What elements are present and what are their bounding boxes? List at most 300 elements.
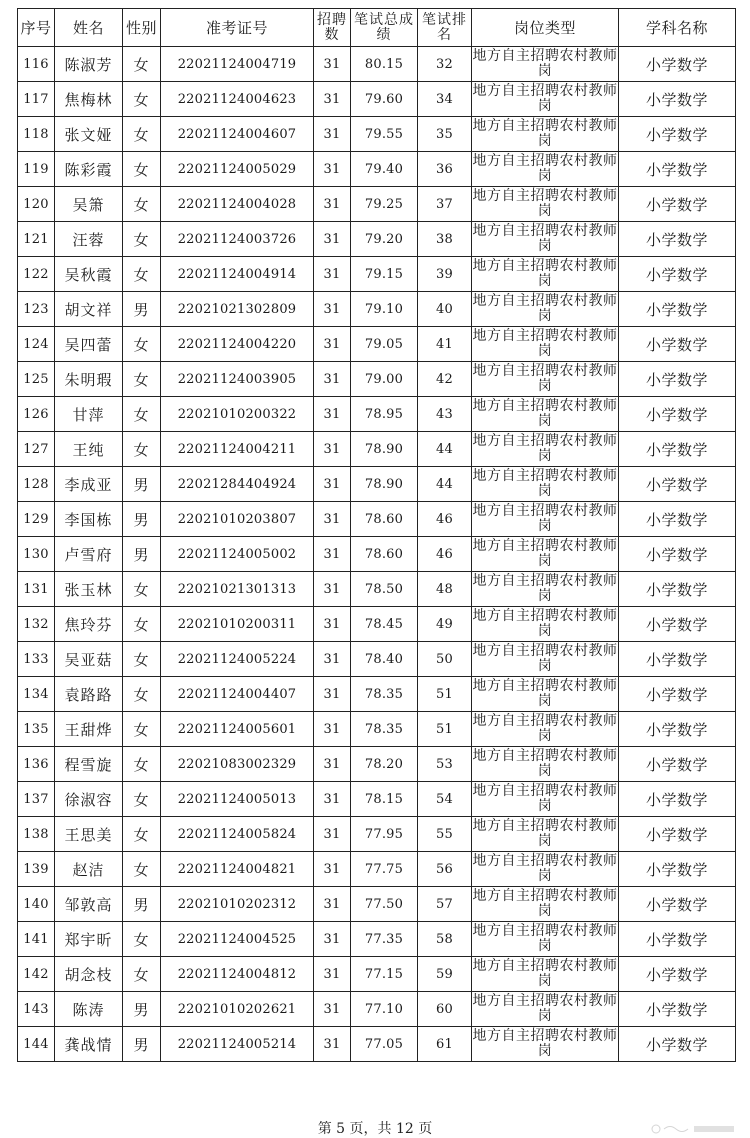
cell-ticket: 22021124005013 (161, 782, 314, 817)
cell-score: 79.10 (351, 292, 418, 327)
cell-seq: 131 (18, 572, 55, 607)
cell-recruit: 31 (314, 82, 351, 117)
cell-ticket: 22021124004914 (161, 257, 314, 292)
cell-gender: 女 (123, 817, 161, 852)
header-seq: 序号 (18, 9, 55, 47)
cell-score: 78.45 (351, 607, 418, 642)
cell-name: 胡念枝 (55, 957, 123, 992)
table-row (18, 502, 736, 537)
cell-gender: 女 (123, 607, 161, 642)
cell-ticket: 22021124004211 (161, 432, 314, 467)
table-row (18, 47, 736, 82)
cell-score: 79.15 (351, 257, 418, 292)
cell-score: 79.25 (351, 187, 418, 222)
cell-ticket: 22021124004407 (161, 677, 314, 712)
cell-position: 地方自主招聘农村教师岗 (472, 222, 619, 257)
cell-seq: 125 (18, 362, 55, 397)
cell-score: 78.60 (351, 502, 418, 537)
cell-gender: 女 (123, 572, 161, 607)
cell-subject: 小学数学 (619, 537, 736, 572)
cell-gender: 女 (123, 747, 161, 782)
table-row (18, 327, 736, 362)
cell-rank: 57 (418, 887, 472, 922)
cell-seq: 135 (18, 712, 55, 747)
cell-recruit: 31 (314, 572, 351, 607)
cell-ticket: 22021021301313 (161, 572, 314, 607)
cell-recruit: 31 (314, 887, 351, 922)
cell-gender: 女 (123, 922, 161, 957)
table-row (18, 957, 736, 992)
cell-seq: 129 (18, 502, 55, 537)
cell-rank: 37 (418, 187, 472, 222)
table-row (18, 747, 736, 782)
cell-name: 程雪旋 (55, 747, 123, 782)
cell-rank: 35 (418, 117, 472, 152)
cell-recruit: 31 (314, 817, 351, 852)
cell-gender: 女 (123, 222, 161, 257)
cell-position: 地方自主招聘农村教师岗 (472, 537, 619, 572)
cell-position: 地方自主招聘农村教师岗 (472, 257, 619, 292)
cell-position: 地方自主招聘农村教师岗 (472, 922, 619, 957)
cell-name: 陈涛 (55, 992, 123, 1027)
cell-gender: 女 (123, 677, 161, 712)
cell-recruit: 31 (314, 47, 351, 82)
cell-position: 地方自主招聘农村教师岗 (472, 642, 619, 677)
cell-name: 张文娅 (55, 117, 123, 152)
cell-score: 79.60 (351, 82, 418, 117)
cell-subject: 小学数学 (619, 747, 736, 782)
cell-recruit: 31 (314, 992, 351, 1027)
cell-name: 焦玲芬 (55, 607, 123, 642)
table-row (18, 82, 736, 117)
cell-score: 77.10 (351, 992, 418, 1027)
cell-position: 地方自主招聘农村教师岗 (472, 852, 619, 887)
cell-subject: 小学数学 (619, 957, 736, 992)
cell-recruit: 31 (314, 257, 351, 292)
cell-position: 地方自主招聘农村教师岗 (472, 887, 619, 922)
cell-name: 胡文祥 (55, 292, 123, 327)
cell-ticket: 22021124004525 (161, 922, 314, 957)
cell-seq: 138 (18, 817, 55, 852)
cell-name: 陈彩霞 (55, 152, 123, 187)
cell-ticket: 22021010200311 (161, 607, 314, 642)
cell-recruit: 31 (314, 607, 351, 642)
cell-seq: 137 (18, 782, 55, 817)
cell-position: 地方自主招聘农村教师岗 (472, 747, 619, 782)
cell-rank: 42 (418, 362, 472, 397)
cell-score: 79.40 (351, 152, 418, 187)
cell-ticket: 22021124005601 (161, 712, 314, 747)
cell-seq: 119 (18, 152, 55, 187)
cell-seq: 136 (18, 747, 55, 782)
table-row (18, 677, 736, 712)
cell-subject: 小学数学 (619, 397, 736, 432)
cell-seq: 143 (18, 992, 55, 1027)
cell-rank: 55 (418, 817, 472, 852)
cell-subject: 小学数学 (619, 1027, 736, 1062)
cell-name: 汪蓉 (55, 222, 123, 257)
cell-recruit: 31 (314, 292, 351, 327)
cell-recruit: 31 (314, 537, 351, 572)
cell-subject: 小学数学 (619, 222, 736, 257)
cell-gender: 男 (123, 292, 161, 327)
cell-seq: 127 (18, 432, 55, 467)
table-row (18, 607, 736, 642)
cell-gender: 男 (123, 537, 161, 572)
cell-score: 78.50 (351, 572, 418, 607)
cell-rank: 53 (418, 747, 472, 782)
cell-name: 郑宇昕 (55, 922, 123, 957)
cell-name: 吴秋霞 (55, 257, 123, 292)
cell-name: 王甜烨 (55, 712, 123, 747)
cell-recruit: 31 (314, 642, 351, 677)
cell-score: 78.60 (351, 537, 418, 572)
cell-position: 地方自主招聘农村教师岗 (472, 152, 619, 187)
cell-subject: 小学数学 (619, 712, 736, 747)
cell-rank: 48 (418, 572, 472, 607)
cell-rank: 43 (418, 397, 472, 432)
cell-subject: 小学数学 (619, 607, 736, 642)
cell-recruit: 31 (314, 327, 351, 362)
cell-rank: 51 (418, 712, 472, 747)
cell-name: 赵洁 (55, 852, 123, 887)
cell-gender: 女 (123, 152, 161, 187)
cell-ticket: 22021124005224 (161, 642, 314, 677)
table-header-row (18, 9, 736, 47)
cell-recruit: 31 (314, 432, 351, 467)
cell-score: 77.05 (351, 1027, 418, 1062)
cell-position: 地方自主招聘农村教师岗 (472, 432, 619, 467)
table-row (18, 642, 736, 677)
cell-subject: 小学数学 (619, 292, 736, 327)
cell-score: 78.40 (351, 642, 418, 677)
cell-score: 77.15 (351, 957, 418, 992)
cell-position: 地方自主招聘农村教师岗 (472, 327, 619, 362)
cell-rank: 51 (418, 677, 472, 712)
cell-rank: 49 (418, 607, 472, 642)
cell-seq: 130 (18, 537, 55, 572)
table-row (18, 1027, 736, 1062)
cell-gender: 女 (123, 47, 161, 82)
cell-score: 78.20 (351, 747, 418, 782)
cell-score: 78.35 (351, 712, 418, 747)
cell-gender: 女 (123, 712, 161, 747)
cell-position: 地方自主招聘农村教师岗 (472, 817, 619, 852)
cell-gender: 女 (123, 642, 161, 677)
cell-ticket: 22021124005002 (161, 537, 314, 572)
cell-subject: 小学数学 (619, 992, 736, 1027)
cell-recruit: 31 (314, 852, 351, 887)
table-row (18, 362, 736, 397)
cell-rank: 61 (418, 1027, 472, 1062)
cell-name: 邹敦高 (55, 887, 123, 922)
cell-seq: 120 (18, 187, 55, 222)
cell-rank: 40 (418, 292, 472, 327)
cell-ticket: 22021010203807 (161, 502, 314, 537)
cell-ticket: 22021010202312 (161, 887, 314, 922)
cell-seq: 121 (18, 222, 55, 257)
header-name: 姓名 (55, 9, 123, 47)
cell-score: 78.35 (351, 677, 418, 712)
cell-name: 张玉林 (55, 572, 123, 607)
cell-recruit: 31 (314, 712, 351, 747)
cell-gender: 男 (123, 1027, 161, 1062)
cell-subject: 小学数学 (619, 82, 736, 117)
cell-gender: 女 (123, 362, 161, 397)
cell-name: 朱明瑕 (55, 362, 123, 397)
cell-recruit: 31 (314, 467, 351, 502)
watermark-icon (650, 1122, 740, 1136)
cell-subject: 小学数学 (619, 502, 736, 537)
cell-name: 王思美 (55, 817, 123, 852)
cell-subject: 小学数学 (619, 817, 736, 852)
cell-name: 徐淑容 (55, 782, 123, 817)
cell-position: 地方自主招聘农村教师岗 (472, 292, 619, 327)
cell-position: 地方自主招聘农村教师岗 (472, 117, 619, 152)
table-row (18, 222, 736, 257)
cell-ticket: 22021010202621 (161, 992, 314, 1027)
cell-rank: 39 (418, 257, 472, 292)
cell-ticket: 22021124004821 (161, 852, 314, 887)
cell-subject: 小学数学 (619, 152, 736, 187)
cell-gender: 女 (123, 852, 161, 887)
cell-seq: 139 (18, 852, 55, 887)
cell-subject: 小学数学 (619, 642, 736, 677)
cell-score: 79.05 (351, 327, 418, 362)
header-gender: 性别 (123, 9, 161, 47)
cell-score: 80.15 (351, 47, 418, 82)
cell-subject: 小学数学 (619, 467, 736, 502)
table-row (18, 852, 736, 887)
cell-name: 袁路路 (55, 677, 123, 712)
cell-position: 地方自主招聘农村教师岗 (472, 82, 619, 117)
cell-rank: 44 (418, 432, 472, 467)
cell-position: 地方自主招聘农村教师岗 (472, 397, 619, 432)
table-row (18, 817, 736, 852)
cell-seq: 132 (18, 607, 55, 642)
table-row (18, 432, 736, 467)
cell-subject: 小学数学 (619, 327, 736, 362)
cell-rank: 41 (418, 327, 472, 362)
cell-ticket: 22021124003726 (161, 222, 314, 257)
cell-seq: 116 (18, 47, 55, 82)
cell-ticket: 22021124004623 (161, 82, 314, 117)
cell-name: 陈淑芳 (55, 47, 123, 82)
table-row (18, 712, 736, 747)
cell-recruit: 31 (314, 117, 351, 152)
cell-recruit: 31 (314, 677, 351, 712)
cell-position: 地方自主招聘农村教师岗 (472, 992, 619, 1027)
cell-subject: 小学数学 (619, 852, 736, 887)
cell-recruit: 31 (314, 362, 351, 397)
cell-gender: 男 (123, 992, 161, 1027)
cell-subject: 小学数学 (619, 187, 736, 222)
header-recruit: 招聘数 (314, 9, 351, 47)
cell-position: 地方自主招聘农村教师岗 (472, 572, 619, 607)
cell-rank: 38 (418, 222, 472, 257)
cell-ticket: 22021124005824 (161, 817, 314, 852)
cell-score: 79.00 (351, 362, 418, 397)
cell-score: 77.95 (351, 817, 418, 852)
cell-ticket: 22021083002329 (161, 747, 314, 782)
cell-rank: 60 (418, 992, 472, 1027)
cell-gender: 女 (123, 187, 161, 222)
cell-score: 77.35 (351, 922, 418, 957)
cell-rank: 56 (418, 852, 472, 887)
cell-score: 78.90 (351, 432, 418, 467)
cell-recruit: 31 (314, 152, 351, 187)
cell-subject: 小学数学 (619, 922, 736, 957)
cell-ticket: 22021124004028 (161, 187, 314, 222)
header-subject: 学科名称 (619, 9, 736, 47)
cell-seq: 128 (18, 467, 55, 502)
cell-seq: 117 (18, 82, 55, 117)
cell-subject: 小学数学 (619, 47, 736, 82)
cell-rank: 58 (418, 922, 472, 957)
cell-seq: 134 (18, 677, 55, 712)
cell-position: 地方自主招聘农村教师岗 (472, 677, 619, 712)
table-row (18, 887, 736, 922)
cell-position: 地方自主招聘农村教师岗 (472, 712, 619, 747)
page-footer: 第 5 页，共 12 页 (317, 1121, 433, 1137)
cell-seq: 140 (18, 887, 55, 922)
cell-seq: 124 (18, 327, 55, 362)
cell-seq: 141 (18, 922, 55, 957)
cell-rank: 36 (418, 152, 472, 187)
cell-gender: 女 (123, 782, 161, 817)
cell-subject: 小学数学 (619, 572, 736, 607)
cell-rank: 46 (418, 502, 472, 537)
cell-score: 79.20 (351, 222, 418, 257)
table-row (18, 782, 736, 817)
cell-ticket: 22021124004719 (161, 47, 314, 82)
cell-name: 龚战情 (55, 1027, 123, 1062)
table-row (18, 572, 736, 607)
cell-name: 吴亚菇 (55, 642, 123, 677)
cell-rank: 54 (418, 782, 472, 817)
cell-position: 地方自主招聘农村教师岗 (472, 47, 619, 82)
cell-gender: 女 (123, 257, 161, 292)
cell-score: 78.95 (351, 397, 418, 432)
table-row (18, 117, 736, 152)
cell-score: 77.75 (351, 852, 418, 887)
cell-name: 李国栋 (55, 502, 123, 537)
table-row (18, 467, 736, 502)
cell-position: 地方自主招聘农村教师岗 (472, 187, 619, 222)
cell-subject: 小学数学 (619, 677, 736, 712)
cell-recruit: 31 (314, 187, 351, 222)
table-row (18, 152, 736, 187)
cell-score: 78.90 (351, 467, 418, 502)
cell-recruit: 31 (314, 222, 351, 257)
cell-ticket: 22021010200322 (161, 397, 314, 432)
cell-score: 78.15 (351, 782, 418, 817)
cell-subject: 小学数学 (619, 432, 736, 467)
table-row (18, 922, 736, 957)
cell-name: 焦梅林 (55, 82, 123, 117)
cell-subject: 小学数学 (619, 257, 736, 292)
cell-recruit: 31 (314, 922, 351, 957)
cell-seq: 122 (18, 257, 55, 292)
cell-gender: 女 (123, 82, 161, 117)
cell-gender: 女 (123, 397, 161, 432)
cell-ticket: 22021284404924 (161, 467, 314, 502)
table-row (18, 187, 736, 222)
cell-seq: 126 (18, 397, 55, 432)
cell-ticket: 22021124004220 (161, 327, 314, 362)
cell-gender: 女 (123, 117, 161, 152)
cell-score: 77.50 (351, 887, 418, 922)
table-row (18, 992, 736, 1027)
cell-ticket: 22021021302809 (161, 292, 314, 327)
cell-recruit: 31 (314, 782, 351, 817)
cell-position: 地方自主招聘农村教师岗 (472, 957, 619, 992)
cell-name: 李成亚 (55, 467, 123, 502)
header-rank: 笔试排名 (418, 9, 472, 47)
cell-seq: 144 (18, 1027, 55, 1062)
cell-subject: 小学数学 (619, 362, 736, 397)
cell-position: 地方自主招聘农村教师岗 (472, 502, 619, 537)
cell-gender: 女 (123, 432, 161, 467)
cell-gender: 女 (123, 957, 161, 992)
header-score: 笔试总成绩 (351, 9, 418, 47)
cell-position: 地方自主招聘农村教师岗 (472, 782, 619, 817)
cell-recruit: 31 (314, 397, 351, 432)
cell-ticket: 22021124004812 (161, 957, 314, 992)
cell-rank: 44 (418, 467, 472, 502)
cell-rank: 34 (418, 82, 472, 117)
cell-seq: 142 (18, 957, 55, 992)
cell-position: 地方自主招聘农村教师岗 (472, 1027, 619, 1062)
cell-position: 地方自主招聘农村教师岗 (472, 607, 619, 642)
cell-recruit: 31 (314, 957, 351, 992)
cell-ticket: 22021124005029 (161, 152, 314, 187)
cell-subject: 小学数学 (619, 782, 736, 817)
cell-seq: 133 (18, 642, 55, 677)
cell-name: 王纯 (55, 432, 123, 467)
cell-position: 地方自主招聘农村教师岗 (472, 467, 619, 502)
cell-ticket: 22021124003905 (161, 362, 314, 397)
cell-name: 甘萍 (55, 397, 123, 432)
score-table (17, 8, 736, 1062)
cell-score: 79.55 (351, 117, 418, 152)
cell-rank: 50 (418, 642, 472, 677)
cell-seq: 123 (18, 292, 55, 327)
cell-seq: 118 (18, 117, 55, 152)
table-row (18, 257, 736, 292)
cell-recruit: 31 (314, 502, 351, 537)
cell-gender: 男 (123, 502, 161, 537)
table-row (18, 292, 736, 327)
cell-gender: 男 (123, 467, 161, 502)
cell-name: 卢雪府 (55, 537, 123, 572)
cell-rank: 32 (418, 47, 472, 82)
table-row (18, 537, 736, 572)
cell-position: 地方自主招聘农村教师岗 (472, 362, 619, 397)
cell-recruit: 31 (314, 1027, 351, 1062)
table-body (18, 47, 736, 1062)
cell-ticket: 22021124004607 (161, 117, 314, 152)
header-ticket: 准考证号 (161, 9, 314, 47)
table-row (18, 397, 736, 432)
cell-recruit: 31 (314, 747, 351, 782)
cell-gender: 女 (123, 327, 161, 362)
cell-ticket: 22021124005214 (161, 1027, 314, 1062)
cell-rank: 59 (418, 957, 472, 992)
cell-subject: 小学数学 (619, 117, 736, 152)
cell-rank: 46 (418, 537, 472, 572)
cell-gender: 男 (123, 887, 161, 922)
